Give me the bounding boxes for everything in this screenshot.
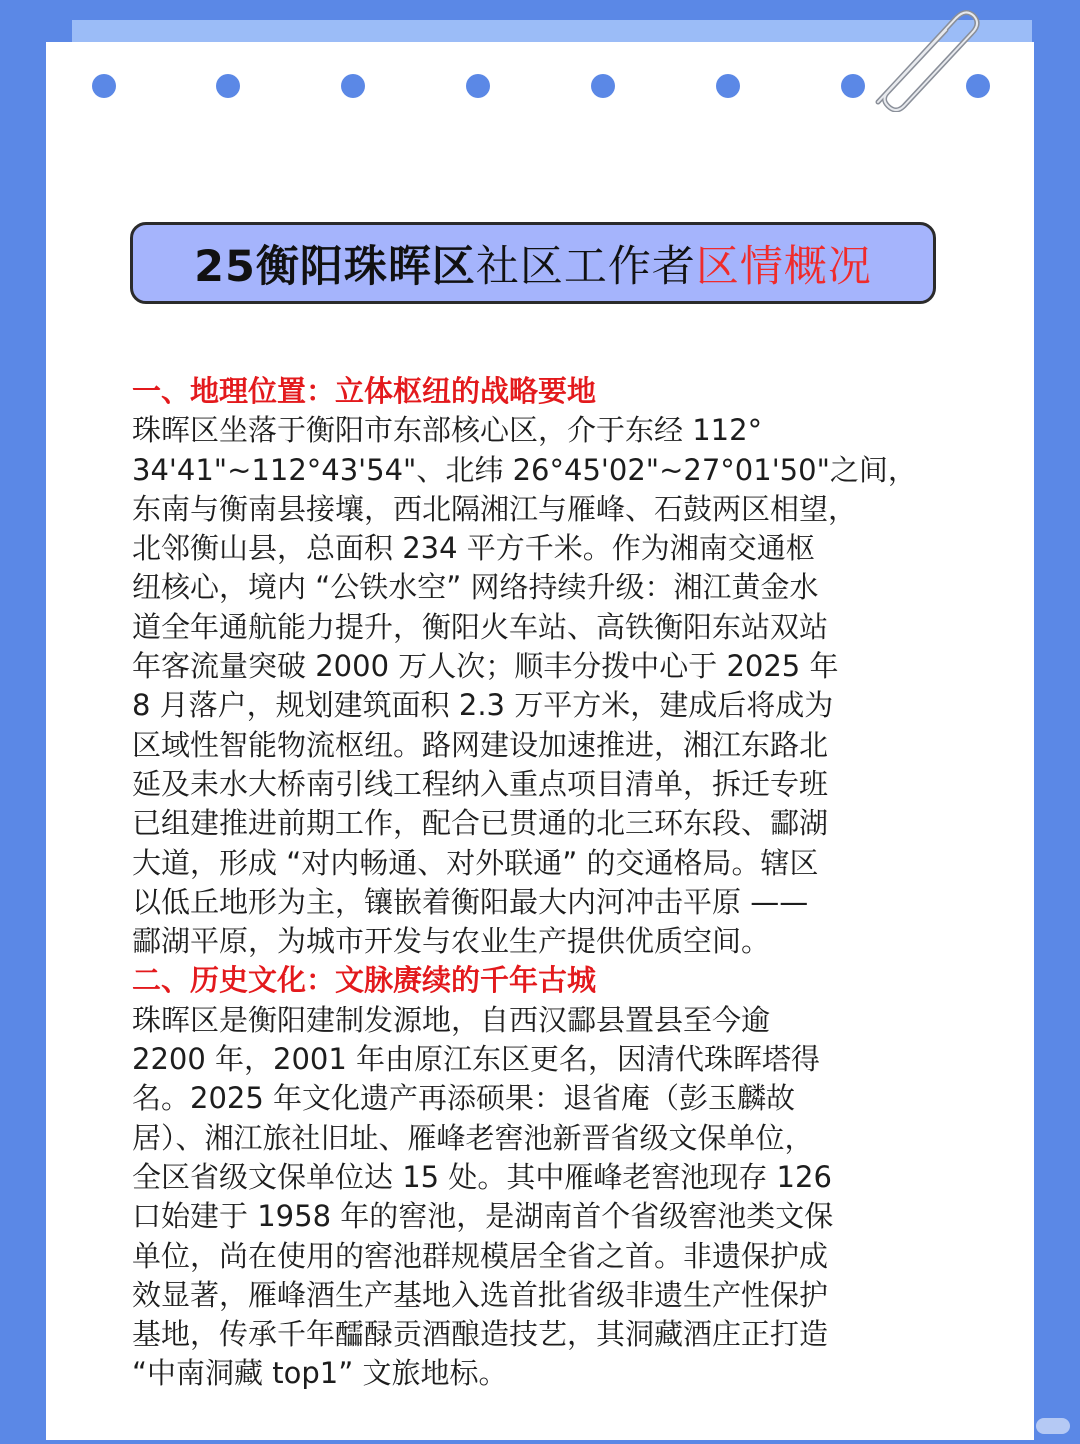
body-line: 纽核心，境内 “公铁水空” 网络持续升级：湘江黄金水 xyxy=(132,570,819,605)
body-line: 名。2025 年文化遗产再添硕果：退省庵（彭玉麟故 xyxy=(132,1081,796,1116)
body-line: 道全年通航能力提升，衡阳火车站、高铁衡阳东站双站 xyxy=(132,609,829,644)
binder-hole-5 xyxy=(591,74,615,98)
title-part-topic: 区情概况 xyxy=(695,241,872,292)
body-line: 北邻衡山县，总面积 234 平方千米。作为湘南交通枢 xyxy=(132,531,815,566)
page-title xyxy=(130,222,936,304)
binder-hole-2 xyxy=(216,74,240,98)
body-line: 大道，形成 “对内畅通、对外联通” 的交通格局。辖区 xyxy=(132,845,819,880)
body-line: 8 月落户，规划建筑面积 2.3 万平方米，建成后将成为 xyxy=(132,688,834,723)
binder-hole-6 xyxy=(716,74,740,98)
body-line: 酃湖平原，为城市开发与农业生产提供优质空间。 xyxy=(132,924,771,959)
binder-hole-3 xyxy=(341,74,365,98)
title-part-role: 社区工作者 xyxy=(475,241,696,292)
paperclip-icon xyxy=(860,2,980,112)
body-line: 珠晖区是衡阳建制发源地，自西汉酃县置县至今逾 xyxy=(132,1002,771,1037)
body-line: 以低丘地形为主，镶嵌着衡阳最大内河冲击平原 —— xyxy=(132,884,809,919)
title-part-place: 25衡阳珠晖区 xyxy=(194,241,476,292)
body-line: 居）、湘江旅社旧址、雁峰老窖池新晋省级文保单位， xyxy=(132,1120,814,1155)
body-line: 单位，尚在使用的窖池群规模居全省之首。非遗保护成 xyxy=(132,1238,829,1273)
binder-hole-4 xyxy=(466,74,490,98)
body-line: 口始建于 1958 年的窖池，是湖南首个省级窖池类文保 xyxy=(132,1199,834,1234)
article-body xyxy=(132,372,952,1394)
body-line: 珠晖区坐落于衡阳市东部核心区，介于东经 112° xyxy=(132,413,763,448)
section-heading-geography: 一、地理位置：立体枢纽的战略要地 xyxy=(132,374,597,408)
body-line: 区域性智能物流枢纽。路网建设加速推进，湘江东路北 xyxy=(132,727,829,762)
body-line: 效显著，雁峰酒生产基地入选首批省级非遗生产性保护 xyxy=(132,1277,829,1312)
body-line: 东南与衡南县接壤，西北隔湘江与雁峰、石鼓两区相望， xyxy=(132,491,858,526)
body-line: 2200 年，2001 年由原江东区更名，因清代珠晖塔得 xyxy=(132,1042,821,1077)
body-line: 基地，传承千年醽醁贡酒酿造技艺，其洞藏酒庄正打造 xyxy=(132,1317,829,1352)
binder-hole-1 xyxy=(92,74,116,98)
section-heading-history: 二、历史文化：文脉赓续的千年古城 xyxy=(132,963,597,998)
watermark-badge xyxy=(1036,1418,1070,1434)
body-line: 年客流量突破 2000 万人次；顺丰分拨中心于 2025 年 xyxy=(132,649,839,684)
body-line: 已组建推进前期工作，配合已贯通的北三环东段、酃湖 xyxy=(132,806,829,841)
body-line: 34'41"~112°43'54"、北纬 26°45'02"~27°01'50"之间， xyxy=(132,452,917,487)
body-line: 全区省级文保单位达 15 处。其中雁峰老窖池现存 126 xyxy=(132,1159,832,1194)
body-line: “中南洞藏 top1” 文旅地标。 xyxy=(132,1356,508,1391)
body-line: 延及耒水大桥南引线工程纳入重点项目清单，拆迁专班 xyxy=(132,766,829,801)
